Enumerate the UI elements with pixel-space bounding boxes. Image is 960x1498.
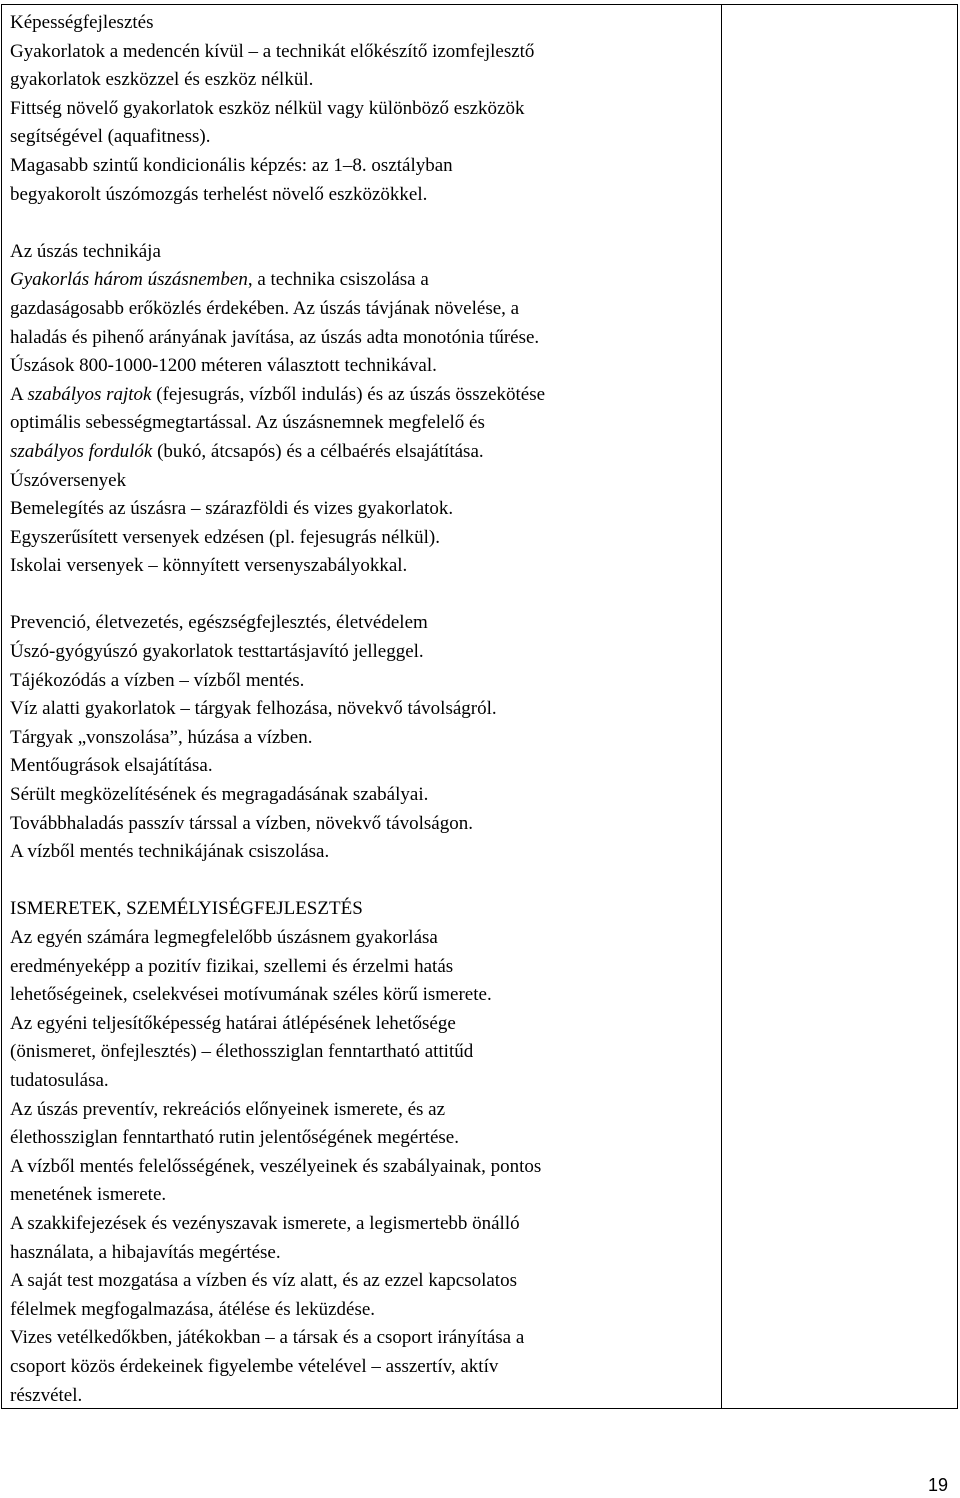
text-line: Sérült megközelítésének és megragadásának szabályai. [10, 784, 429, 806]
page-number: 19 [927, 1475, 948, 1495]
text-line: Úszó-gyógyúszó gyakorlatok testtartásjavító jelleggel. [10, 641, 424, 663]
section-prevencio [10, 609, 713, 866]
text-line: élethossziglan fenntartható rutin jelentőségének megértése. [10, 1127, 459, 1149]
text-line: Az egyén számára legmegfelelőbb úszásnem gyakorlása [10, 927, 438, 948]
section-kepessegfejlesztes [10, 9, 713, 209]
text-line: Magasabb szintű kondicionális képzés: az 1–8. osztályban [10, 154, 453, 176]
text-span: , a technika csiszolása a [247, 269, 429, 291]
text-line [10, 381, 713, 410]
italic-term: szabályos fordulók [10, 440, 153, 462]
text-line: Fittség növelő gyakorlatok eszköz nélkül vagy különböző eszközök [10, 97, 525, 119]
text-line: Bemelegítés az úszásra – szárazföldi és vizes gyakorlatok. [10, 498, 454, 520]
text-line: lehetőségeinek, cselekvései motívumának széles körű ismerete. [10, 984, 492, 1006]
section-heading: Prevenció, életvezetés, egészségfejlesztés, életvédelem [10, 612, 428, 634]
text-line: optimális sebességmegtartással. Az úszásnemnek megfelelő és [10, 412, 485, 434]
text-span: A [10, 383, 28, 405]
text-line: tudatosulása. [10, 1069, 109, 1091]
text-line: Mentőugrások elsajátítása. [10, 755, 213, 777]
section-heading: ISMERETEK, SZEMÉLYISÉGFEJLESZTÉS [10, 898, 363, 920]
text-line: segítségével (aquafitness). [10, 126, 211, 148]
table-content-column [2, 5, 722, 1408]
text-line: begyakorolt úszómozgás terhelést növelő eszközökkel. [10, 183, 428, 205]
text-line: Víz alatti gyakorlatok – tárgyak felhozása, növekvő távolságról. [10, 698, 497, 720]
spacer [10, 581, 713, 610]
section-heading: Az úszás technikája [10, 240, 161, 262]
text-line: A vízből mentés felelősségének, veszélyeinek és szabályainak, pontos [10, 1155, 542, 1177]
text-line: Az úszás preventív, rekreációs előnyeinek ismerete, és az [10, 1098, 446, 1120]
text-line: használata, a hibajavítás megértése. [10, 1241, 281, 1263]
text-line: Továbbhaladás passzív társsal a vízben, növekvő távolságon. [10, 812, 473, 834]
text-line: eredményeképp a pozitív fizikai, szellemi és érzelmi hatás [10, 955, 454, 977]
text-line: A vízből mentés technikájának csiszolása. [10, 841, 330, 863]
text-span: (bukó, átcsapós) és a célbaérés elsajátítása. [152, 440, 484, 462]
italic-term: szabályos rajtok [27, 383, 152, 405]
subsection-heading: Úszóversenyek [10, 469, 127, 491]
text-line: Gyakorlatok a medencén kívül – a technikát előkészítő izomfejlesztő [10, 40, 535, 62]
text-line: gyakorlatok eszközzel és eszköz nélkül. [10, 69, 314, 91]
section-uszas-technikaja [10, 238, 713, 581]
text-line: Vizes vetélkedőkben, játékokban – a társak és a csoport irányítása a [10, 1327, 525, 1349]
text-line: Iskolai versenyek – könnyített versenyszabályokkal. [10, 555, 408, 577]
text-line [10, 266, 713, 295]
text-line: A saját test mozgatása a vízben és víz alatt, és az ezzel kapcsolatos [10, 1270, 517, 1292]
text-line: Tájékozódás a vízben – vízből mentés. [10, 669, 305, 691]
text-line: részvétel. [10, 1384, 83, 1406]
text-line: (önismeret, önfejlesztés) – élethossziglan fenntartható attitűd [10, 1041, 474, 1063]
text-line: haladás és pihenő arányának javítása, az úszás adta monotónia tűrése. [10, 326, 540, 348]
text-line [10, 438, 713, 467]
content-table [1, 4, 958, 1409]
text-line: Egyszerűsített versenyek edzésen (pl. fejesugrás nélkül). [10, 526, 440, 548]
text-line: A szakkifejezések és vezényszavak ismerete, a legismertebb önálló [10, 1212, 520, 1234]
text-line: menetének ismerete. [10, 1184, 167, 1206]
section-heading: Képességfejlesztés [10, 12, 154, 33]
text-span: (fejesugrás, vízből indulás) és az úszás összekötése [151, 383, 546, 405]
text-line: Úszások 800-1000-1200 méteren választott technikával. [10, 355, 437, 377]
text-line: gazdaságosabb erőközlés érdekében. Az úszás távjának növelése, a [10, 297, 520, 319]
table-empty-column [722, 5, 957, 1408]
text-line: Tárgyak „vonszolása”, húzása a vízben. [10, 726, 313, 748]
section-ismeretek [10, 895, 713, 1408]
text-line: Az egyéni teljesítőképesség határai átlépésének lehetősége [10, 1012, 456, 1034]
italic-term: Gyakorlás három úszásnemben [10, 269, 248, 291]
spacer [10, 867, 713, 896]
text-line: csoport közös érdekeinek figyelembe vételével – asszertív, aktív [10, 1355, 499, 1377]
spacer [10, 209, 713, 238]
text-line: félelmek megfogalmazása, átélése és leküzdése. [10, 1298, 376, 1320]
